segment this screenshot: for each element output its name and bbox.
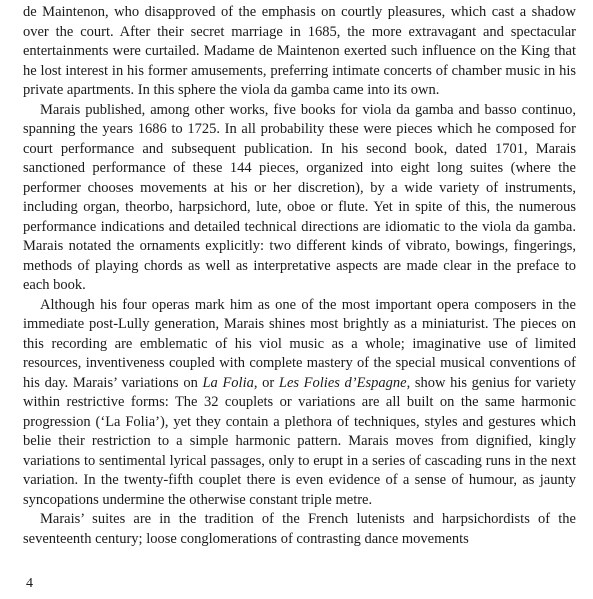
paragraph-2: Marais published, among other works, five books for viola da gamba and basso continuo, spanning the years 1686 to 1725. In all probability these were pieces which he composed for court performance and subsequent publication. In his second book, dated 1701, Marais sanctioned performance of these 144 pieces, organized into eight long suites (where the performer chooses movements at his or her discretion), by a wide variety of instruments, including organ, theorbo, harpsichord, lute, oboe or flute. Yet in spite of this, the numerous performance indications and detailed technical directions are idiomatic to the viola da gamba. Marais notated the ornaments explicitly: two different kinds of vibrato, bowings, fingerings, methods of playing chords as well as interpretative aspects are made clear in the preface to each book. [23, 101, 576, 293]
paragraph-3-text-b: , or [253, 374, 279, 391]
work-title-les-folies: Les Folies d’Espagne [278, 374, 407, 391]
paragraph-1: de Maintenon, who disapproved of the emphasis on courtly pleasures, which cast a shadow over the court. After their secret marriage in 1685, the more extravagant and spectacular entertainments were curtailed. Madame de Maintenon exerted such influence on the King that he lost interest in his former amusements, preferring intimate concerts of chamber music in his private apartments. In this sphere the viola da gamba came into its own. [23, 4, 576, 98]
paragraph-3-text-c: , show his genius for variety within restrictive forms: The 32 couplets or variations are all built on the same harmonic progression (‘La Folia’), yet they contain a plethora of techniques, styles and gestures which belie their restriction to a simple harmonic pattern. Marais moves from dignified, kingly variations to sentimental lyrical passages, only to erupt in a series of cascading runs in the next variation. In the twenty-fifth couplet there is even evidence of a sense of humour, as jaunty syncopations undermine the otherwise constant triple metre. [23, 374, 576, 508]
paragraph-4: Marais’ suites are in the tradition of the French lutenists and harpsichordists of the seventeenth century; loose conglomerations of contrasting dance movements [23, 511, 576, 547]
work-title-la-folia: La Folia [202, 374, 254, 391]
page-number: 4 [26, 576, 33, 591]
paragraph-3-text-a: Although his four operas mark him as one of the most important opera composers in the immediate post-Lully generation, Marais shines most brightly as a miniaturist. The pieces on this recording are emblematic of his viol music as a whole; imaginative use of limited resources, inventiveness coupled with complete mastery of the special musical conventions of his day. Marais’ variations on [23, 296, 576, 391]
document-body [23, 3, 576, 549]
paragraph-3 [23, 296, 576, 511]
